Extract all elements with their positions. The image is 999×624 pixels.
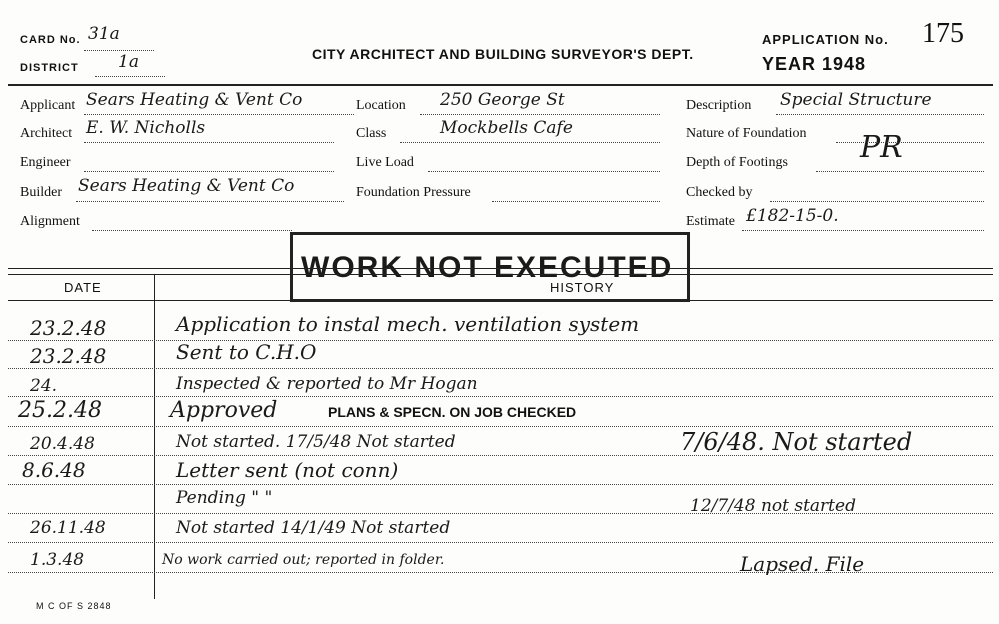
application-value: 175 [922,18,964,49]
engineer-label: Engineer [20,155,71,170]
history-entry: Pending " " [176,488,273,508]
foundation-pressure-label: Foundation Pressure [356,185,471,200]
applicant-value: Sears Heating & Vent Co [86,90,303,110]
history-date: 25.2.48 [18,398,102,423]
history-entry: Not started 14/1/49 Not started [176,518,451,538]
history-entry: No work carried out; reported in folder. [162,552,445,568]
history-date: 20.4.48 [30,434,95,454]
history-date: 23.2.48 [30,316,107,340]
nature-value: PR [860,130,903,165]
architect-value: E. W. Nicholls [86,118,206,138]
estimate-value: £182-15-0. [746,206,839,226]
history-note: 7/6/48. Not started [680,428,913,456]
history-entry: Sent to C.H.O [176,340,317,364]
district-label: DISTRICT [20,62,79,74]
date-header: DATE [64,280,102,295]
history-date: 24. [30,376,58,396]
card-no-value: 31a [88,24,120,44]
history-entry: Not started. 17/5/48 Not started [176,432,456,452]
dept-title: CITY ARCHITECT AND BUILDING SURVEYOR'S DEPT. [312,46,694,62]
card-no-label: CARD No. [20,34,81,46]
architect-label: Architect [20,126,73,141]
year-label: YEAR 1948 [762,54,867,74]
depth-label: Depth of Footings [686,155,788,170]
checked-by-label: Checked by [686,185,753,200]
stamp-text: WORK NOT EXECUTED [301,251,674,284]
description-label: Description [686,98,752,113]
form-code: M C OF S 2848 [36,601,112,611]
nature-label: Nature of Foundation [686,126,807,141]
history-date: 1.3.48 [30,550,85,570]
history-date: 26.11.48 [30,518,106,538]
history-note: 12/7/48 not started [690,496,856,516]
class-value: Mockbells Cafe [440,118,573,138]
builder-value: Sears Heating & Vent Co [78,176,295,196]
description-value: Special Structure [780,90,932,110]
builder-label: Builder [20,185,62,200]
application-label: APPLICATION No. [762,32,889,47]
history-note: Lapsed. File [740,552,865,576]
history-entry: Application to instal mech. ventilation system [176,312,640,336]
location-value: 250 George St [440,90,565,110]
live-load-label: Live Load [356,155,414,170]
history-header: HISTORY [550,280,615,295]
alignment-label: Alignment [20,214,80,229]
history-entry: Inspected & reported to Mr Hogan [176,374,478,394]
class-label: Class [356,126,387,141]
history-entry: Approved [170,398,278,423]
district-value: 1a [118,52,139,72]
work-not-executed-stamp [290,232,690,302]
history-entry: Letter sent (not conn) [176,458,399,482]
applicant-label: Applicant [20,98,76,113]
history-date: 23.2.48 [30,344,107,368]
checked-stamp: PLANS & SPECN. ON JOB CHECKED [328,404,577,420]
estimate-label: Estimate [686,214,735,229]
location-label: Location [356,98,406,113]
history-date: 8.6.48 [22,458,86,482]
